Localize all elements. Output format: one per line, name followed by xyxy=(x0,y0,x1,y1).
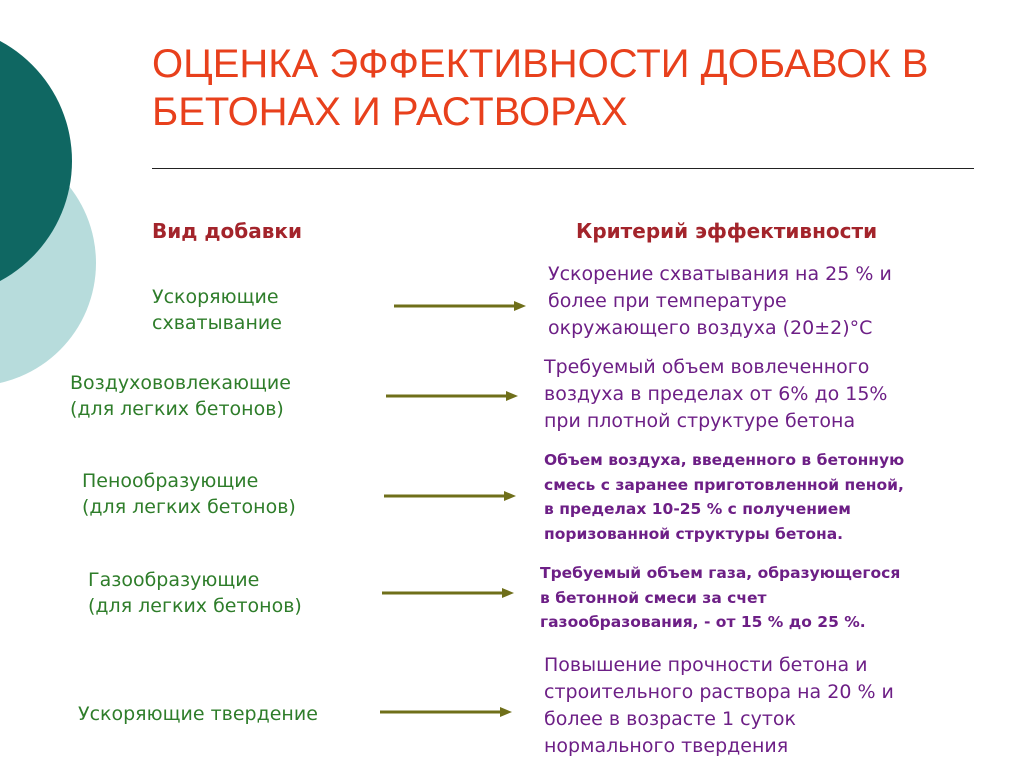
title-line-2: БЕТОНАХ И РАСТВОРАХ xyxy=(152,90,628,134)
column-header-criterion: Критерий эффективности xyxy=(576,219,878,243)
title-divider xyxy=(152,168,974,169)
criterion-line: более при температуре xyxy=(548,290,787,312)
criterion-line: более в возрасте 1 суток xyxy=(544,708,797,730)
criterion-line: смесь с заранее приготовленной пеной, xyxy=(544,475,904,494)
criterion-line: Требуемый объем газа, образующегося xyxy=(540,564,901,582)
additive-line: (для легких бетонов) xyxy=(70,398,284,420)
title-line-1: ОЦЕНКА ЭФФЕКТИВНОСТИ ДОБАВОК В xyxy=(152,42,929,86)
criterion-line: поризованной структуры бетона. xyxy=(544,524,844,543)
arrow-right-icon xyxy=(378,704,518,720)
additive-accelerating-setting xyxy=(152,284,282,336)
criterion-line: газообразования, - от 15 % до 25 %. xyxy=(540,613,866,631)
criterion-gas-forming xyxy=(540,561,900,635)
additive-line: схватывание xyxy=(152,312,282,334)
additive-gas-forming xyxy=(88,567,302,619)
criterion-line: Объем воздуха, введенного в бетонную xyxy=(544,451,905,469)
criterion-accelerating-hardening xyxy=(544,652,894,760)
criterion-accelerating-setting xyxy=(548,261,892,342)
criterion-line: в бетонной смеси за счет xyxy=(540,588,767,607)
criterion-line: Требуемый объем вовлеченного xyxy=(544,356,870,378)
criterion-line: при плотной структуре бетона xyxy=(544,410,856,432)
slide-title xyxy=(152,40,972,136)
additive-line: (для легких бетонов) xyxy=(82,496,296,518)
additive-line: Газообразующие xyxy=(88,569,260,591)
column-header-additive: Вид добавки xyxy=(152,219,302,243)
additive-foaming xyxy=(82,468,296,520)
arrow-right-icon xyxy=(382,488,522,504)
criterion-line: Ускорение схватывания на 25 % и xyxy=(548,263,892,285)
additive-line: Пенообразующие xyxy=(82,470,259,492)
arrow-right-icon xyxy=(392,298,532,314)
additive-line: (для легких бетонов) xyxy=(88,595,302,617)
criterion-foaming xyxy=(544,448,904,546)
criterion-line: в пределах 10-25 % с получением xyxy=(544,500,851,518)
additive-accelerating-hardening xyxy=(78,701,318,727)
criterion-line: воздуха в пределах от 6% до 15% xyxy=(544,383,888,405)
arrow-right-icon xyxy=(380,585,520,601)
criterion-line: нормального твердения xyxy=(544,735,789,757)
criterion-line: Повышение прочности бетона и xyxy=(544,654,868,676)
additive-line: Воздухововлекающие xyxy=(70,372,291,394)
arrow-right-icon xyxy=(384,388,524,404)
criterion-line: строительного раствора на 20 % и xyxy=(544,681,894,703)
additive-line: Ускоряющие xyxy=(152,286,279,308)
criterion-air-entraining xyxy=(544,354,887,435)
additive-line: Ускоряющие твердение xyxy=(78,703,318,725)
additive-air-entraining xyxy=(70,370,291,422)
criterion-line: окружающего воздуха (20±2)°С xyxy=(548,317,873,339)
